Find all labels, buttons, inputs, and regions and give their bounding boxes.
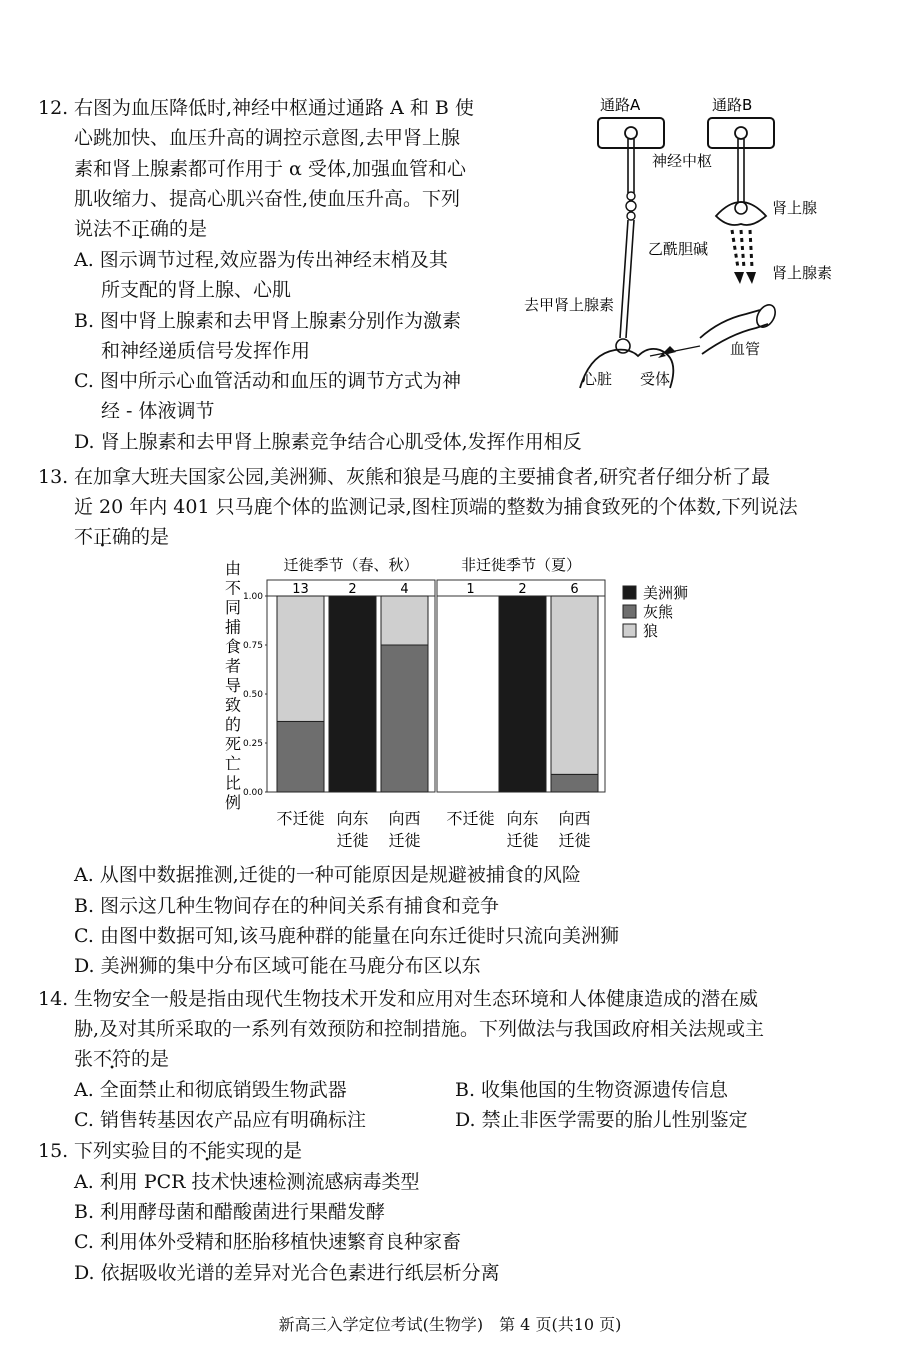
q12-option-a-cont: 所支配的肾上腺、心肌 <box>101 279 292 301</box>
y-axis-label-char: 由 <box>224 559 242 578</box>
q14-stem-line: 生物安全一般是指由现代生物技术开发和应用对生态环境和人体健康造成的潜在威 <box>74 988 759 1010</box>
q14-option-c: C. 销售转基因农产品应有明确标注 <box>74 1109 366 1131</box>
q13-emphasis: 不正确 <box>74 526 132 548</box>
q13-chart <box>215 552 705 857</box>
q14-emphasis: 不符 <box>93 1048 132 1070</box>
legend-label: 狼 <box>643 622 659 640</box>
pathway-a-ganglion-1 <box>627 192 635 200</box>
q15-option-d: D. 依据吸收光谱的差异对光合色素进行纸层析分离 <box>74 1262 500 1284</box>
y-axis-label-char: 食 <box>224 637 242 656</box>
q12-number: 12. <box>38 97 69 119</box>
q13-option-d: D. 美洲狮的集中分布区域可能在马鹿分布区以东 <box>74 955 481 977</box>
bar-segment-灰熊 <box>381 645 428 792</box>
y-axis-label-char: 死 <box>224 734 242 754</box>
q13-option-b: B. 图示这几种生物间存在的种间关系有捕食和竞争 <box>74 895 500 917</box>
y-axis-label-char: 者 <box>224 656 242 676</box>
pathway-a-ganglion-2 <box>626 201 636 211</box>
bar-segment-美洲狮 <box>329 596 376 792</box>
label-ne: 去甲肾上腺素 <box>524 296 615 314</box>
bar-segment-狼 <box>381 596 428 645</box>
label-receptor: 受体 <box>640 370 671 388</box>
bar-count-label: 1 <box>466 582 475 597</box>
legend-swatch <box>623 624 636 637</box>
q12-option-c-cont: 经 - 体液调节 <box>101 400 215 422</box>
y-axis-label-char: 亡 <box>224 754 242 773</box>
label-adrenal: 肾上腺 <box>772 199 818 217</box>
bar-segment-灰熊 <box>551 774 598 792</box>
q12-option-c: C. 图中所示心血管活动和血压的调节方式为神 <box>74 370 461 392</box>
legend-label: 灰熊 <box>643 603 674 621</box>
q15-number: 15. <box>38 1140 69 1162</box>
q12-option-b-cont: 和神经递质信号发挥作用 <box>101 340 311 362</box>
category-label: 不迁徙 <box>446 809 495 828</box>
category-label: 迁徙 <box>336 831 369 850</box>
neuron-b-soma <box>735 127 747 139</box>
bar-count-label: 2 <box>518 582 527 597</box>
y-tick-label: 0.25 <box>242 739 263 749</box>
label-vessel: 血管 <box>730 340 761 358</box>
bar-segment-狼 <box>277 596 324 721</box>
y-axis-label-char: 的 <box>224 715 242 734</box>
bar-segment-狼 <box>551 596 598 774</box>
y-axis-label-char: 比 <box>224 773 242 793</box>
page-footer: 新高三入学定位考试(生物学) 第 4 页(共10 页) <box>278 1315 622 1334</box>
q12-diagram <box>520 88 890 398</box>
vessel-lumen <box>753 302 779 331</box>
label-pathway-a: 通路A <box>600 96 641 114</box>
bar-segment-灰熊 <box>277 721 324 792</box>
q12-stem-line: 右图为血压降低时,神经中枢通过通路 A 和 B 使 <box>74 97 474 119</box>
epi-arrow-1 <box>734 272 744 284</box>
q12-stem-line: 心跳加快、血压升高的调控示意图,去甲肾上腺 <box>74 127 461 149</box>
neuron-a-soma <box>625 127 637 139</box>
pathway-a-axon-2 <box>620 220 634 338</box>
pathway-a-box <box>598 118 664 148</box>
q12-stem-line: 素和肾上腺素都可作用于 α 受体,加强血管和心 <box>74 158 466 180</box>
q15-option-b: B. 利用酵母菌和醋酸菌进行果醋发酵 <box>74 1201 386 1223</box>
q12-option-d: D. 肾上腺素和去甲肾上腺素竞争结合心肌受体,发挥作用相反 <box>74 431 582 453</box>
category-label: 迁徙 <box>388 831 421 850</box>
q12-stem-pre: 说法 <box>74 218 113 240</box>
bar-count-label: 2 <box>348 582 357 597</box>
category-label: 向西 <box>388 809 421 828</box>
q14-option-a: A. 全面禁止和彻底销毁生物武器 <box>74 1079 347 1101</box>
category-label: 迁徙 <box>506 831 539 850</box>
bar-count-label: 4 <box>400 582 409 597</box>
epi-arrow-2 <box>746 272 756 284</box>
q14-stem-line: 胁,及对其所采取的一系列有效预防和控制措施。下列做法与我国政府相关法规或主 <box>74 1018 765 1040</box>
q15-stem-pre: 下列实验目的 <box>74 1140 189 1162</box>
y-axis-label-char: 导 <box>224 676 242 695</box>
pathway-b-box <box>708 118 774 148</box>
legend-swatch <box>623 605 636 618</box>
epi-release-dashes <box>732 230 752 268</box>
panel-title: 非迁徙季节（夏） <box>460 556 582 574</box>
y-axis-label-char: 捕 <box>224 617 242 637</box>
q14-option-d: D. 禁止非医学需要的胎儿性别鉴定 <box>455 1109 748 1131</box>
category-label: 向东 <box>506 809 539 828</box>
q12-option-b: B. 图中肾上腺素和去甲肾上腺素分别作为激素 <box>74 310 462 332</box>
q14-stem-pre: 张 <box>74 1048 94 1070</box>
q14-option-b: B. 收集他国的生物资源遗传信息 <box>455 1079 729 1101</box>
y-axis-label-char: 例 <box>224 793 242 812</box>
pathway-b-terminal <box>735 202 747 214</box>
category-label: 向东 <box>336 809 369 828</box>
bar-count-label: 6 <box>570 582 579 597</box>
category-label: 不迁徙 <box>276 809 325 828</box>
q12-emphasis: 不正确 <box>112 218 170 240</box>
q13-stem-post: 的是 <box>131 526 170 548</box>
y-axis-label-char: 同 <box>224 598 242 617</box>
q13-option-c: C. 由图中数据可知,该马鹿种群的能量在向东迁徙时只流向美洲狮 <box>74 925 619 947</box>
q14-number: 14. <box>38 988 69 1010</box>
q12-stem-post: 的是 <box>169 218 208 240</box>
q13-stem-line: 在加拿大班夫国家公园,美洲狮、灰熊和狼是马鹿的主要捕食者,研究者仔细分析了最 <box>74 466 771 488</box>
y-tick-label: 0.00 <box>242 788 263 798</box>
q14-stem-last-line <box>74 1046 169 1072</box>
q14-stem-post: 的是 <box>131 1048 170 1070</box>
q13-stem-line: 近 20 年内 401 只马鹿个体的监测记录,图柱顶端的整数为捕食致死的个体数,下列说法 <box>74 496 798 518</box>
label-pathway-b: 通路B <box>712 96 753 114</box>
q15-option-c: C. 利用体外受精和胚胎移植快速繁育良种家畜 <box>74 1231 461 1253</box>
label-heart: 心脏 <box>582 370 613 388</box>
category-label: 向西 <box>558 809 591 828</box>
q12-stem-last-line <box>74 216 207 242</box>
q15-stem-post: 实现的是 <box>226 1140 303 1162</box>
y-axis-label-char: 致 <box>224 695 242 715</box>
y-tick-label: 0.75 <box>242 641 263 651</box>
label-neural-center: 神经中枢 <box>652 152 713 170</box>
q13-number: 13. <box>38 466 69 488</box>
q15-option-a: A. 利用 PCR 技术快速检测流感病毒类型 <box>74 1171 420 1193</box>
q12-stem-line: 肌收缩力、提高心肌兴奋性,使血压升高。下列 <box>74 188 461 210</box>
q13-option-a: A. 从图中数据推测,迁徙的一种可能原因是规避被捕食的风险 <box>74 864 581 886</box>
y-tick-label: 0.50 <box>242 690 263 700</box>
bar-segment-美洲狮 <box>499 596 546 792</box>
legend-swatch <box>623 586 636 599</box>
label-epinephrine: 肾上腺素 <box>772 264 833 282</box>
pathway-a-ganglion-3 <box>627 212 635 220</box>
panel-title: 迁徙季节（春、秋） <box>283 556 419 574</box>
q13-stem-last-line <box>74 524 169 550</box>
q12-option-a: A. 图示调节过程,效应器为传出神经末梢及其 <box>74 249 448 271</box>
q15-emphasis: 不能 <box>188 1140 227 1162</box>
legend-label: 美洲狮 <box>643 584 689 602</box>
y-tick-label: 1.00 <box>242 592 263 602</box>
y-axis-label-char: 不 <box>224 578 242 598</box>
ligand-triangles <box>658 346 676 358</box>
label-ach: 乙酰胆碱 <box>648 240 709 258</box>
q15-stem <box>74 1138 302 1164</box>
category-label: 迁徙 <box>558 831 591 850</box>
bar-count-label: 13 <box>292 582 309 597</box>
